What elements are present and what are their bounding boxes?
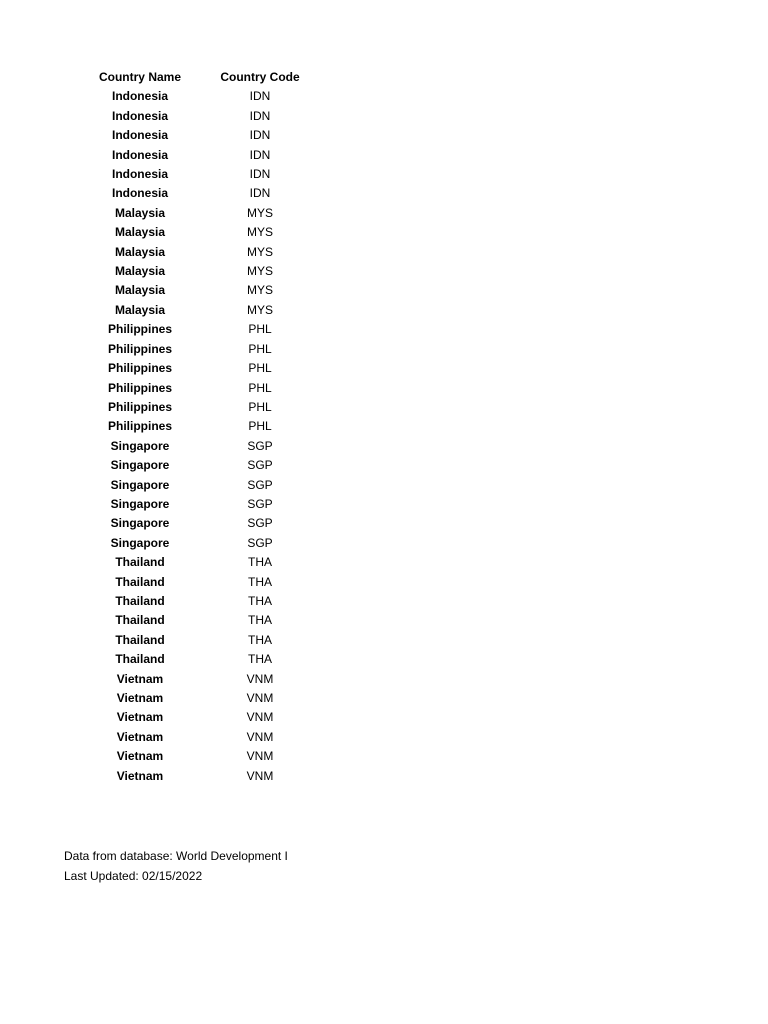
country-table <box>80 68 320 786</box>
country-name-cell: Indonesia <box>111 89 168 104</box>
country-code-cell: PHL <box>248 419 272 434</box>
table-row <box>80 708 320 727</box>
country-code-cell: SGP <box>247 477 273 492</box>
column-header-country-code: Country Code <box>220 70 300 84</box>
country-name-cell: Singapore <box>110 496 170 511</box>
table-row <box>80 476 320 495</box>
country-name-cell: Indonesia <box>111 186 168 201</box>
country-name-cell: Thailand <box>115 613 165 628</box>
table-body <box>80 87 320 786</box>
country-code-cell: THA <box>248 652 272 667</box>
country-code-cell: PHL <box>248 341 272 356</box>
country-name-cell: Singapore <box>110 458 170 473</box>
country-code-cell: PHL <box>248 361 272 376</box>
country-code-cell: SGP <box>247 438 273 453</box>
table-row <box>80 437 320 456</box>
table-row <box>80 670 320 689</box>
country-name-cell: Thailand <box>115 632 165 647</box>
table-row <box>80 417 320 436</box>
table-row <box>80 456 320 475</box>
country-name-cell: Malaysia <box>114 205 166 220</box>
country-name-cell: Thailand <box>115 574 165 589</box>
country-name-cell: Philippines <box>107 322 172 337</box>
table-row <box>80 320 320 339</box>
country-code-cell: THA <box>248 574 272 589</box>
table-row <box>80 204 320 223</box>
table-row <box>80 592 320 611</box>
country-name-cell: Vietnam <box>116 691 164 705</box>
country-name-cell: Vietnam <box>116 729 164 744</box>
country-code-cell: IDN <box>249 167 271 182</box>
data-source-note: Data from database: World Development I <box>64 849 288 863</box>
country-code-cell: IDN <box>249 186 271 201</box>
country-code-cell: PHL <box>248 399 272 414</box>
table-row <box>80 553 320 572</box>
table-row <box>80 165 320 184</box>
table-row <box>80 767 320 786</box>
country-code-cell: VNM <box>246 768 274 783</box>
country-code-cell: MYS <box>246 283 273 298</box>
country-name-cell: Vietnam <box>116 749 164 764</box>
country-name-cell: Malaysia <box>114 302 166 317</box>
country-code-cell: VNM <box>246 749 274 764</box>
country-code-cell: PHL <box>248 380 272 395</box>
country-name-cell: Thailand <box>115 652 165 667</box>
table-row <box>80 146 320 165</box>
table-row <box>80 631 320 650</box>
country-code-cell: THA <box>248 593 272 608</box>
table-header-row <box>80 68 320 87</box>
country-name-cell: Malaysia <box>114 244 166 259</box>
column-header-country-name: Country Name <box>98 70 181 84</box>
table-row <box>80 747 320 766</box>
country-code-cell: SGP <box>247 535 273 550</box>
country-code-cell: MYS <box>246 244 273 259</box>
country-name-cell: Philippines <box>107 399 172 414</box>
table-row <box>80 340 320 359</box>
country-code-cell: IDN <box>249 108 271 123</box>
country-code-cell: VNM <box>246 710 274 725</box>
country-code-cell: MYS <box>246 205 273 220</box>
country-name-cell: Philippines <box>107 380 172 395</box>
country-name-cell: Vietnam <box>116 768 164 783</box>
country-name-cell: Malaysia <box>114 264 166 279</box>
country-code-cell: MYS <box>246 302 273 317</box>
country-code-cell: IDN <box>249 89 271 104</box>
country-code-cell: THA <box>248 613 272 628</box>
table-row <box>80 301 320 320</box>
table-row <box>80 534 320 553</box>
table-row <box>80 243 320 262</box>
country-name-cell: Malaysia <box>114 283 166 298</box>
table-row <box>80 126 320 145</box>
country-code-cell: THA <box>248 632 272 647</box>
country-code-cell: IDN <box>249 128 271 143</box>
table-row <box>80 359 320 378</box>
table-row <box>80 398 320 417</box>
country-name-cell: Indonesia <box>111 147 168 162</box>
country-name-cell: Indonesia <box>111 128 168 143</box>
footer-notes <box>64 846 306 886</box>
country-code-cell: MYS <box>246 225 273 240</box>
country-code-cell: PHL <box>248 322 272 337</box>
country-code-cell: MYS <box>246 264 273 279</box>
table-row <box>80 223 320 242</box>
country-name-cell: Indonesia <box>111 167 168 182</box>
country-name-cell: Philippines <box>107 419 172 434</box>
country-code-cell: VNM <box>246 729 274 744</box>
country-name-cell: Philippines <box>107 361 172 376</box>
country-name-cell: Indonesia <box>111 108 168 123</box>
table-row <box>80 495 320 514</box>
country-code-cell: VNM <box>246 691 274 705</box>
country-name-cell: Vietnam <box>116 671 164 686</box>
country-name-cell: Malaysia <box>114 225 166 240</box>
table-row <box>80 379 320 398</box>
country-name-cell: Vietnam <box>116 710 164 725</box>
country-code-cell: VNM <box>246 671 274 686</box>
country-name-cell: Singapore <box>110 438 170 453</box>
table-row <box>80 514 320 533</box>
table-row <box>80 611 320 630</box>
table-row <box>80 573 320 592</box>
country-name-cell: Singapore <box>110 477 170 492</box>
table-row <box>80 262 320 281</box>
table-row <box>80 107 320 126</box>
table-row <box>80 689 320 708</box>
country-code-cell: SGP <box>247 496 273 511</box>
table-row <box>80 728 320 747</box>
country-code-cell: SGP <box>247 516 273 531</box>
table-row <box>80 650 320 669</box>
country-code-cell: IDN <box>249 147 271 162</box>
table-row <box>80 281 320 300</box>
country-code-cell: THA <box>248 555 272 570</box>
last-updated-note: Last Updated: 02/15/2022 <box>64 869 203 883</box>
country-name-cell: Philippines <box>107 341 172 356</box>
country-name-cell: Singapore <box>110 535 170 550</box>
country-name-cell: Singapore <box>110 516 170 531</box>
table-row <box>80 87 320 106</box>
country-name-cell: Thailand <box>115 555 165 570</box>
country-name-cell: Thailand <box>115 593 165 608</box>
table-row <box>80 184 320 203</box>
country-code-cell: SGP <box>247 458 273 473</box>
